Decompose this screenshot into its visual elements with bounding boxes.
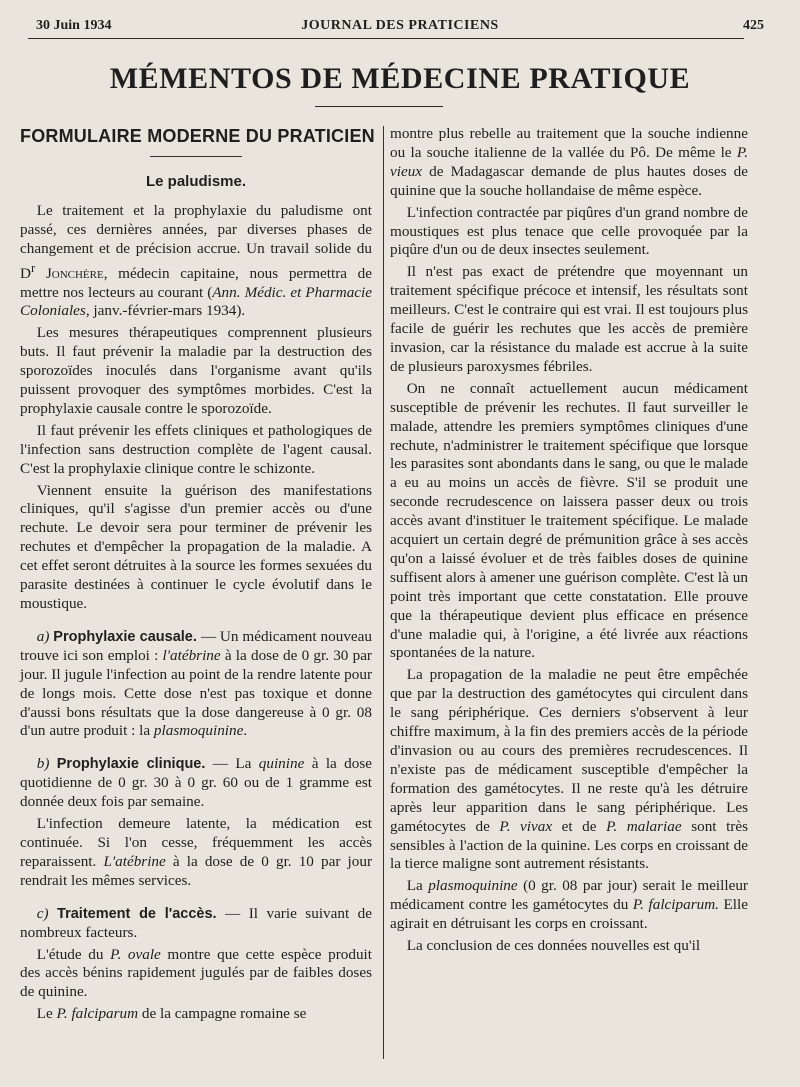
paragraph: Le P. falciparum de la campagne romaine se [36,1005,307,1023]
header-page-number: 425 [743,18,764,33]
paragraph: Viennent ensuite la guérison des manifestations cliniques, qu'il s'agisse d'un premier accès ou d'une rechute. Le devoir sera pour terminer de prévenir les rechutes et d'empêcher la propagation de la maladie. A cet effet seront détruites à la source les formes sexuées du parasite destinées à continuer le cycle évolutif dans le moustique. [20,481,372,612]
running-header [36,18,764,38]
paragraph: L'infection demeure latente, la médication est continuée. Si l'on cesse, fréquemment les accès reparaissent. L'atébrine à la dose de 0 gr. 10 par jour rendrait les mêmes services. [20,815,372,889]
main-title: MÉMENTOS DE MÉDECINE PRATIQUE [109,62,691,95]
paragraph: On ne connaît actuellement aucun médicament susceptible de prévenir les rechutes. Il faut surveiller le malade, attendre les premiers symptômes cliniques d'une rechute, n'administrer le traitement spécifique que lorsque les parasites sont abondants dans le sang, ou que le malade a eu au moins un accès de fièvre. S'il se produit une seconde recrudescence on laissera passer deux ou trois accès avant d'instituer le traitement spécifique. Le malade acquiert un certain degré de prémunition grâce à ses accès qu'on a laissé évoluer et de très faibles doses de quinine suffisent alors à amener une guérison complète. C'est là un point très important que cette constatation. Elle prouve que la thérapeutique devient plus efficace en présence d'une maladie qui, à l'origine, a été livrée aux réactions spontanées de la nature. [390,379,748,662]
paragraph: Il n'est pas exact de prétendre que moyennant un traitement spécifique précoce et intensif, les résultats sont meilleurs. C'est le contraire qui est vrai. Il est toujours plus facile de guérir les rechutes que les accès de première invasion, car la résistance du malade est accrue à la suite de plusieurs paroxysmes fébriles. [390,263,748,375]
section-rule [150,156,242,157]
header-date: 30 Juin 1934 [36,18,112,33]
paragraph-prophylaxie-causale: a) Prophylaxie causale. — Un médicament nouveau trouve ici son emploi : l'atébrine à la dose de 0 gr. 30 par jour. Il jugule l'infection au point de la rendre latente pour de longs mois. Cette dose n'est pas toxique et donne d'aussi bons résultats que la dose dangereuse à 0 gr. 08 d'un autre produit : la plasmoquinine. [20,627,372,740]
paragraph: Il faut prévenir les effets cliniques et pathologiques de l'infection sans destruction complète de l'agent causal. C'est la prophylaxie clinique contre le schizonte. [20,421,372,477]
left-column [20,125,375,1077]
paragraph: La plasmoquinine (0 gr. 08 par jour) serait le meilleur médicament contre les gamétocytes du P. falciparum. Elle agirait en détruisant les corps en croissant. [390,877,748,933]
paragraph-prophylaxie-clinique: b) Prophylaxie clinique. — La quinine à la dose quotidienne de 0 gr. 30 à 0 gr. 60 ou de 1 gramme est donnée deux fois par semaine. [20,755,373,811]
paragraph: L'étude du P. ovale montre que cette espèce produit des accès bénins rapidement jugulés par de faibles doses de quinine. [20,945,372,1001]
paragraph: Les mesures thérapeutiques comprennent plusieurs buts. Il faut prévenir la maladie par la destruction des sporozoïdes inoculés dans l'organisme avant qu'ils puissent provoquer des symptômes morbides. C'est la prophylaxie causale contre le sporozoïde. [20,324,372,417]
paragraph-traitement-acces: c) Traitement de l'accès. — Il varie suivant de nombreux facteurs. [20,904,373,941]
paragraph: La propagation de la maladie ne peut être empêchée que par la destruction des gamétocytes qui circulent dans le sang périphérique. Ces derniers s'observent à leur chiffre maximum, à la fin des premiers accès de la période d'invasion ou au cours des premières recrudescences. Il n'existe pas de médicament susceptible d'empêcher la formation des gamétocytes. Il ne reste qu'à les détruire après leur apparition dans le sang périphérique. Les gamétocytes de P. vivax et de P. malariae sont très sensibles à l'action de la quinine. Les corps en croissant de la tierce maligne sont autrement résistants. [390,666,748,873]
section-title: FORMULAIRE MODERNE DU PRATICIEN [20,126,375,146]
article-subtitle: Le paludisme. [145,172,247,190]
right-column [390,125,748,1077]
paragraph: L'infection contractée par piqûres d'un grand nombre de moustiques est plus tenace que celle provoquée par la piqûre d'un ou de deux insectes seulement. [390,203,748,259]
title-rule [315,106,443,107]
header-rule [28,38,744,39]
paragraph: Le traitement et la prophylaxie du paludisme ont passé, ces dernières années, par diverses phases de changement et de précision accrue. Un travail solide du $D^r$ Jonchère, médecin capitaine, nous permettra de mettre nos lecteurs au courant (Ann. Médic. et Pharmacie Coloniales, janv.-février-mars 1934). [20,201,373,320]
header-journal-name: JOURNAL DES PRATICIENS [301,18,499,33]
column-divider [383,126,384,1059]
paragraph: La conclusion de ces données nouvelles est qu'il [406,937,701,955]
paragraph: montre plus rebelle au traitement que la souche indienne ou la souche italienne de la vallée du Pô. De même le P. vieux de Madagascar demande de plus hautes doses de quinine que la souche hollandaise de même espèce. [390,125,748,199]
